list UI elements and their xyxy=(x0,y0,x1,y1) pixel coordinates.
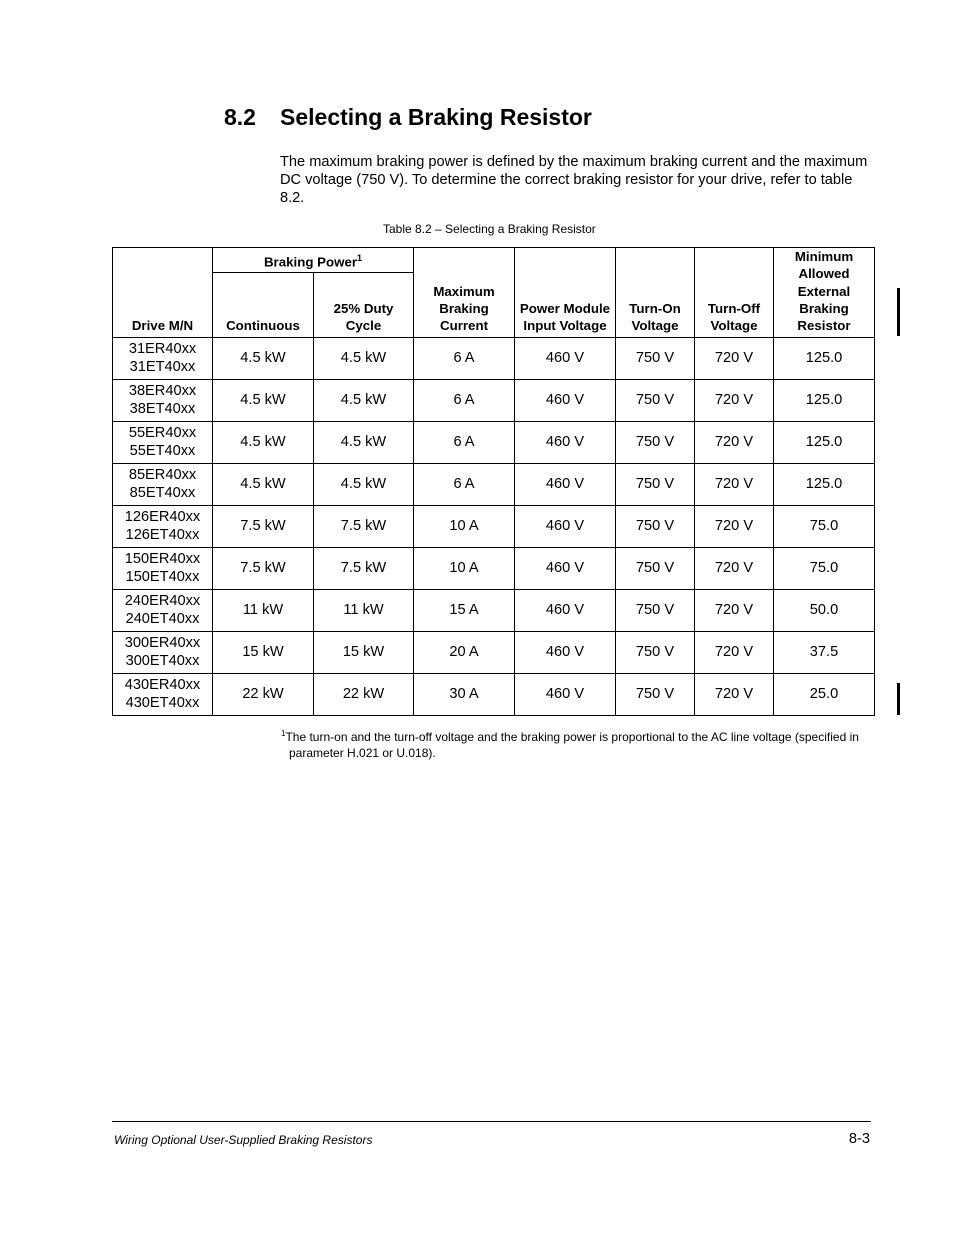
input-voltage-cell: 460 V xyxy=(515,506,616,548)
turn-on-voltage-cell: 750 V xyxy=(616,506,695,548)
max-current-cell: 6 A xyxy=(414,338,515,380)
header-turn-off: Turn-Off Voltage xyxy=(695,248,774,338)
max-current-cell: 30 A xyxy=(414,674,515,716)
duty-cycle-power-cell: 7.5 kW xyxy=(314,506,414,548)
drive-model-cell xyxy=(113,674,213,716)
drive-model-er: 240ER40xx xyxy=(124,593,201,610)
table-caption: Table 8.2 – Selecting a Braking Resistor xyxy=(383,222,596,236)
duty-cycle-power-cell: 7.5 kW xyxy=(314,548,414,590)
turn-off-voltage-cell: 720 V xyxy=(695,590,774,632)
duty-cycle-power-cell: 4.5 kW xyxy=(314,422,414,464)
header-drive-mn: Drive M/N xyxy=(113,248,213,338)
turn-on-voltage-cell: 750 V xyxy=(616,338,695,380)
turn-off-voltage-cell: 720 V xyxy=(695,464,774,506)
turn-off-voltage-cell: 720 V xyxy=(695,380,774,422)
min-resistor-cell: 37.5 xyxy=(774,632,875,674)
continuous-power-cell: 15 kW xyxy=(213,632,314,674)
turn-on-voltage-cell: 750 V xyxy=(616,380,695,422)
turn-off-voltage-cell: 720 V xyxy=(695,674,774,716)
drive-model-er: 31ER40xx xyxy=(128,341,197,358)
intro-paragraph: The maximum braking power is defined by the maximum braking current and the maximum DC voltage (750 V). To determine the correct braking resistor for your drive, refer to table 8.2. xyxy=(280,154,868,206)
change-bar xyxy=(897,288,900,336)
turn-on-voltage-cell: 750 V xyxy=(616,422,695,464)
continuous-power-cell: 4.5 kW xyxy=(213,380,314,422)
drive-model-cell xyxy=(113,338,213,380)
duty-cycle-power-cell: 4.5 kW xyxy=(314,338,414,380)
drive-model-et: 31ET40xx xyxy=(129,358,196,375)
max-current-cell: 10 A xyxy=(414,506,515,548)
section-title: Selecting a Braking Resistor xyxy=(280,104,592,130)
min-resistor-cell: 125.0 xyxy=(774,380,875,422)
max-current-cell: 15 A xyxy=(414,590,515,632)
min-resistor-cell: 125.0 xyxy=(774,338,875,380)
turn-on-voltage-cell: 750 V xyxy=(616,548,695,590)
header-max-current: Maximum Braking Current xyxy=(414,248,515,338)
drive-model-cell xyxy=(113,506,213,548)
drive-model-cell xyxy=(113,464,213,506)
duty-cycle-power-cell: 4.5 kW xyxy=(314,464,414,506)
input-voltage-cell: 460 V xyxy=(515,590,616,632)
drive-model-et: 240ET40xx xyxy=(125,610,200,627)
table-row xyxy=(113,674,875,716)
drive-model-cell xyxy=(113,380,213,422)
table-row xyxy=(113,548,875,590)
drive-model-et: 85ET40xx xyxy=(129,484,196,501)
section-heading xyxy=(224,104,592,131)
header-min-resistor: Minimum Allowed External Braking Resistor xyxy=(774,248,875,338)
min-resistor-cell: 125.0 xyxy=(774,464,875,506)
max-current-cell: 10 A xyxy=(414,548,515,590)
drive-model-et: 55ET40xx xyxy=(129,442,196,459)
drive-model-cell xyxy=(113,590,213,632)
drive-model-et: 126ET40xx xyxy=(125,526,200,543)
drive-model-et: 430ET40xx xyxy=(125,694,200,711)
min-resistor-cell: 75.0 xyxy=(774,506,875,548)
footnote-text: The turn-on and the turn-off voltage and the braking power is proportional to the AC line voltage (specified in parameter H.021 or U.018). xyxy=(285,730,859,760)
min-resistor-cell: 25.0 xyxy=(774,674,875,716)
continuous-power-cell: 4.5 kW xyxy=(213,464,314,506)
drive-model-et: 300ET40xx xyxy=(125,652,200,669)
min-resistor-cell: 75.0 xyxy=(774,548,875,590)
continuous-power-cell: 11 kW xyxy=(213,590,314,632)
header-turn-on: Turn-On Voltage xyxy=(616,248,695,338)
turn-off-voltage-cell: 720 V xyxy=(695,422,774,464)
turn-on-voltage-cell: 750 V xyxy=(616,590,695,632)
drive-model-er: 85ER40xx xyxy=(128,467,197,484)
turn-on-voltage-cell: 750 V xyxy=(616,674,695,716)
page-number: 8-3 xyxy=(848,1131,870,1147)
input-voltage-cell: 460 V xyxy=(515,464,616,506)
header-braking-power xyxy=(213,248,414,273)
input-voltage-cell: 460 V xyxy=(515,674,616,716)
table-row xyxy=(113,422,875,464)
input-voltage-cell: 460 V xyxy=(515,632,616,674)
drive-model-cell xyxy=(113,422,213,464)
drive-model-et: 150ET40xx xyxy=(125,568,200,585)
table-footnote xyxy=(281,726,881,761)
table-row xyxy=(113,338,875,380)
drive-model-er: 38ER40xx xyxy=(128,383,197,400)
footer-rule xyxy=(112,1121,871,1122)
change-bar xyxy=(897,683,900,715)
input-voltage-cell: 460 V xyxy=(515,422,616,464)
duty-cycle-power-cell: 22 kW xyxy=(314,674,414,716)
turn-off-voltage-cell: 720 V xyxy=(695,632,774,674)
table-row xyxy=(113,632,875,674)
turn-off-voltage-cell: 720 V xyxy=(695,338,774,380)
max-current-cell: 6 A xyxy=(414,464,515,506)
input-voltage-cell: 460 V xyxy=(515,338,616,380)
duty-cycle-power-cell: 15 kW xyxy=(314,632,414,674)
input-voltage-cell: 460 V xyxy=(515,548,616,590)
min-resistor-cell: 50.0 xyxy=(774,590,875,632)
table-row xyxy=(113,590,875,632)
min-resistor-cell: 125.0 xyxy=(774,422,875,464)
drive-model-er: 300ER40xx xyxy=(124,635,201,652)
turn-off-voltage-cell: 720 V xyxy=(695,548,774,590)
turn-on-voltage-cell: 750 V xyxy=(616,632,695,674)
duty-cycle-power-cell: 4.5 kW xyxy=(314,380,414,422)
continuous-power-cell: 7.5 kW xyxy=(213,548,314,590)
header-duty-cycle: 25% Duty Cycle xyxy=(314,273,414,338)
header-braking-power-label: Braking Power xyxy=(263,254,358,270)
drive-model-er: 150ER40xx xyxy=(124,551,201,568)
braking-resistor-table xyxy=(112,247,875,716)
footnote-ref: 1 xyxy=(357,252,363,263)
continuous-power-cell: 7.5 kW xyxy=(213,506,314,548)
table-body xyxy=(113,338,875,716)
max-current-cell: 20 A xyxy=(414,632,515,674)
turn-on-voltage-cell: 750 V xyxy=(616,464,695,506)
continuous-power-cell: 4.5 kW xyxy=(213,422,314,464)
turn-off-voltage-cell: 720 V xyxy=(695,506,774,548)
max-current-cell: 6 A xyxy=(414,422,515,464)
drive-model-er: 126ER40xx xyxy=(124,509,201,526)
max-current-cell: 6 A xyxy=(414,380,515,422)
drive-model-et: 38ET40xx xyxy=(129,400,196,417)
drive-model-cell xyxy=(113,548,213,590)
continuous-power-cell: 22 kW xyxy=(213,674,314,716)
drive-model-cell xyxy=(113,632,213,674)
footnote-marker: 1 xyxy=(281,729,286,738)
drive-model-er: 430ER40xx xyxy=(124,677,201,694)
section-number: 8.2 xyxy=(224,104,256,130)
header-input-voltage: Power Module Input Voltage xyxy=(515,248,616,338)
table-row xyxy=(113,506,875,548)
input-voltage-cell: 460 V xyxy=(515,380,616,422)
table-row xyxy=(113,380,875,422)
continuous-power-cell: 4.5 kW xyxy=(213,338,314,380)
footer-chapter-title: Wiring Optional User-Supplied Braking Resistors xyxy=(114,1133,373,1147)
drive-model-er: 55ER40xx xyxy=(128,425,197,442)
table-row xyxy=(113,464,875,506)
duty-cycle-power-cell: 11 kW xyxy=(314,590,414,632)
header-continuous: Continuous xyxy=(213,273,314,338)
